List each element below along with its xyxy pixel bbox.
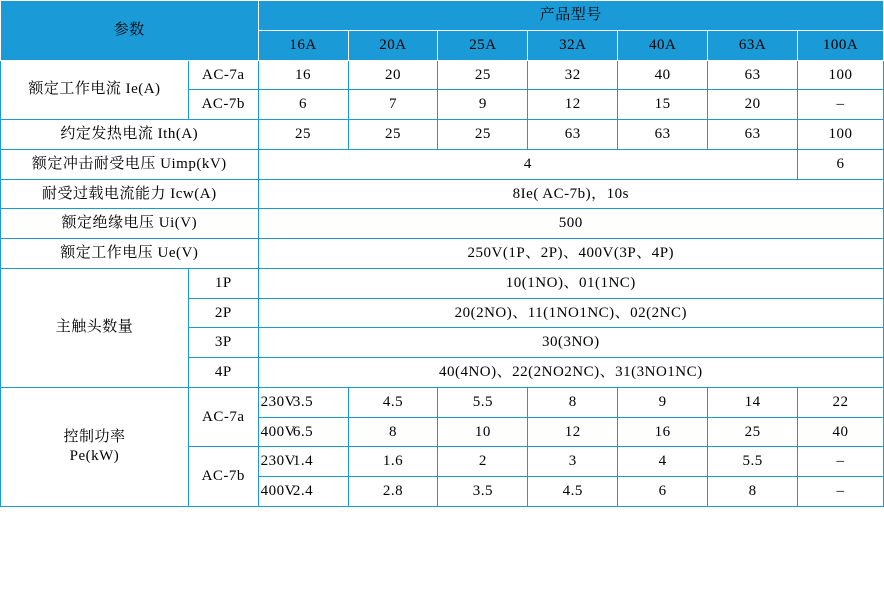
cell-power-ac7b-230v-20a: 1.6 — [348, 447, 438, 477]
row-label-impulse-voltage: 额定冲击耐受电压 Uimp(kV) — [1, 149, 259, 179]
cell-thermal-current-32a: 63 — [528, 120, 618, 150]
row-sub-ac7a: AC-7a — [188, 60, 258, 90]
header-model-40a: 40A — [618, 30, 708, 60]
cell-power-ac7b-400v-63a: 8 — [708, 477, 798, 507]
cell-rated-current-ac7b-16a: 6 — [258, 90, 348, 120]
cell-rated-current-ac7a-20a: 20 — [348, 60, 438, 90]
table-header-row — [1, 1, 884, 31]
cell-power-ac7a-400v-63a: 25 — [708, 417, 798, 447]
cell-operating-voltage-value: 250V(1P、2P)、400V(3P、4P) — [258, 239, 883, 269]
table-row — [1, 387, 884, 417]
power-type-ac7a: AC-7a — [188, 387, 258, 447]
cell-rated-current-ac7a-16a: 16 — [258, 60, 348, 90]
contacts-pole-4p: 4P — [188, 358, 258, 388]
cell-impulse-voltage-100a: 6 — [798, 149, 884, 179]
table-row — [1, 209, 884, 239]
control-power-line2: Pe(kW) — [69, 447, 120, 464]
row-label-insulation-voltage: 额定绝缘电压 Ui(V) — [1, 209, 259, 239]
header-model-63a: 63A — [708, 30, 798, 60]
cell-power-ac7b-230v-40a: 4 — [618, 447, 708, 477]
cell-power-ac7a-230v-32a: 8 — [528, 387, 618, 417]
cell-power-ac7b-230v-16a: 1.4 — [258, 447, 348, 477]
cell-icw-value: 8Ie( AC-7b)，10s — [258, 179, 883, 209]
cell-power-ac7b-400v-40a: 6 — [618, 477, 708, 507]
table-row — [1, 179, 884, 209]
cell-rated-current-ac7a-100a: 100 — [798, 60, 884, 90]
cell-power-ac7b-230v-63a: 5.5 — [708, 447, 798, 477]
control-power-line1: 控制功率 — [63, 429, 126, 445]
cell-power-ac7a-400v-40a: 16 — [618, 417, 708, 447]
cell-power-ac7b-400v-32a: 4.5 — [528, 477, 618, 507]
header-param-label: 参数 — [1, 1, 259, 61]
cell-power-ac7a-230v-63a: 14 — [708, 387, 798, 417]
cell-power-ac7a-230v-16a: 3.5 — [258, 387, 348, 417]
cell-rated-current-ac7a-63a: 63 — [708, 60, 798, 90]
table-row — [1, 268, 884, 298]
cell-power-ac7a-400v-100a: 40 — [798, 417, 884, 447]
cell-rated-current-ac7b-40a: 15 — [618, 90, 708, 120]
header-model-100a: 100A — [798, 30, 884, 60]
cell-power-ac7a-230v-100a: 22 — [798, 387, 884, 417]
cell-power-ac7a-400v-16a: 6.5 — [258, 417, 348, 447]
row-label-thermal-current: 约定发热电流 Ith(A) — [1, 120, 259, 150]
row-sub-ac7b: AC-7b — [188, 90, 258, 120]
header-model-16a: 16A — [258, 30, 348, 60]
cell-power-ac7b-400v-100a: – — [798, 477, 884, 507]
cell-thermal-current-25a: 25 — [438, 120, 528, 150]
cell-insulation-voltage-value: 500 — [258, 209, 883, 239]
table-row — [1, 149, 884, 179]
cell-power-ac7a-230v-25a: 5.5 — [438, 387, 528, 417]
row-label-operating-voltage: 额定工作电压 Ue(V) — [1, 239, 259, 269]
cell-rated-current-ac7b-32a: 12 — [528, 90, 618, 120]
header-model-label: 产品型号 — [258, 1, 883, 31]
cell-power-ac7b-400v-25a: 3.5 — [438, 477, 528, 507]
cell-rated-current-ac7b-63a: 20 — [708, 90, 798, 120]
cell-power-ac7b-230v-100a: – — [798, 447, 884, 477]
cell-rated-current-ac7b-20a: 7 — [348, 90, 438, 120]
cell-power-ac7a-230v-20a: 4.5 — [348, 387, 438, 417]
table-row — [1, 120, 884, 150]
cell-rated-current-ac7a-40a: 40 — [618, 60, 708, 90]
cell-power-ac7a-400v-32a: 12 — [528, 417, 618, 447]
contacts-pole-2p: 2P — [188, 298, 258, 328]
contacts-pole-3p: 3P — [188, 328, 258, 358]
contacts-value-1p: 10(1NO)、01(1NC) — [258, 268, 883, 298]
header-model-25a: 25A — [438, 30, 528, 60]
row-label-rated-current: 额定工作电流 Ie(A) — [1, 60, 189, 120]
contacts-value-3p: 30(3NO) — [258, 328, 883, 358]
contacts-value-2p: 20(2NO)、11(1NO1NC)、02(2NC) — [258, 298, 883, 328]
contacts-value-4p: 40(4NO)、22(2NO2NC)、31(3NO1NC) — [258, 358, 883, 388]
cell-thermal-current-16a: 25 — [258, 120, 348, 150]
cell-rated-current-ac7a-32a: 32 — [528, 60, 618, 90]
cell-power-ac7b-230v-25a: 2 — [438, 447, 528, 477]
cell-power-ac7b-230v-32a: 3 — [528, 447, 618, 477]
table-row — [1, 60, 884, 90]
cell-power-ac7a-400v-20a: 8 — [348, 417, 438, 447]
cell-thermal-current-40a: 63 — [618, 120, 708, 150]
table-row — [1, 239, 884, 269]
cell-thermal-current-20a: 25 — [348, 120, 438, 150]
contacts-pole-1p: 1P — [188, 268, 258, 298]
cell-impulse-voltage-main: 4 — [258, 149, 797, 179]
row-label-icw: 耐受过载电流能力 Icw(A) — [1, 179, 259, 209]
header-model-32a: 32A — [528, 30, 618, 60]
row-label-main-contacts: 主触头数量 — [1, 268, 189, 387]
row-label-control-power — [1, 387, 189, 506]
cell-rated-current-ac7b-100a: – — [798, 90, 884, 120]
cell-thermal-current-100a: 100 — [798, 120, 884, 150]
cell-power-ac7b-400v-16a: 2.4 — [258, 477, 348, 507]
header-model-20a: 20A — [348, 30, 438, 60]
cell-power-ac7a-230v-40a: 9 — [618, 387, 708, 417]
cell-power-ac7a-400v-25a: 10 — [438, 417, 528, 447]
power-type-ac7b: AC-7b — [188, 447, 258, 507]
cell-rated-current-ac7b-25a: 9 — [438, 90, 528, 120]
cell-thermal-current-63a: 63 — [708, 120, 798, 150]
cell-rated-current-ac7a-25a: 25 — [438, 60, 528, 90]
cell-power-ac7b-400v-20a: 2.8 — [348, 477, 438, 507]
